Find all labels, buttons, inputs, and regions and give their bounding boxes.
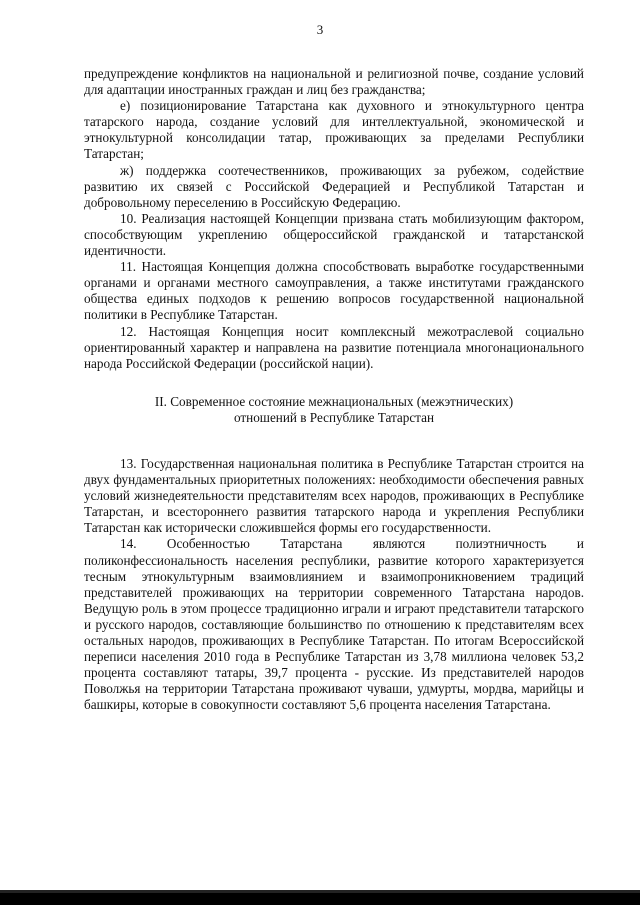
paragraph-item-zh: ж) поддержка соотечественников, проживающих за рубежом, содействие развитию их связей с Российской Федерацией и Республикой Татарстан и добровольному переселению в Российскую Федерацию.: [84, 162, 584, 210]
paragraph-11: 11. Настоящая Концепция должна способствовать выработке государственными органами и органами местного самоуправления, а также институтами гражданского общества единых подходов к решению вопросов государственной национальной политики в Республике Татарстан.: [84, 259, 584, 323]
page-number: 3: [316, 22, 324, 37]
paragraph-item-e: е) позиционирование Татарстана как духовного и этнокультурного центра татарского народа, создание условий для интеллектуальной, экономической и этнокультурной консолидации татар, проживающих за пределами Республики Татарстан;: [84, 98, 584, 162]
paragraph-14: 14. Особенностью Татарстана являются полиэтничность и поликонфессиональность населения республики, развитие которого характеризуется тесным этнокультурным взаимовлиянием и взаимопроникновением традиций представителей проживающих на территории современного Татарстана народов. Ведущую роль в этом процессе традиционно играли и играют представители татарского и русского народов, составляющие большинство по отношению к представителям всех остальных народов, проживающих в Республике Татарстан. По итогам Всероссийской переписи населения 2010 года в Республике Татарстан из 3,78 миллиона человек 53,2 процента составляют татары, 39,7 процента - русские. Из представителей народов Поволжья на территории Татарстана проживают чуваши, удмурты, мордва, марийцы и башкиры, которые в совокупности составляют 5,6 процента населения Татарстана.: [84, 536, 584, 713]
paragraph-continuation: предупреждение конфликтов на национальной и религиозной почве, создание условий для адаптации иностранных граждан и лиц без гражданства;: [84, 66, 584, 98]
scan-bottom-border: [0, 893, 640, 905]
paragraph-10: 10. Реализация настоящей Концепции призвана стать мобилизующим фактором, способствующим укреплению общероссийской гражданской и татарстанской идентичности.: [84, 210, 584, 259]
section-heading: II. Современное состояние межнациональных (межэтнических) отношений в Республике Татарстан: [154, 393, 514, 425]
paragraph-13: 13. Государственная национальная политика в Республике Татарстан строится на двух фундаментальных приоритетных положениях: необходимости обеспечения равных условий жизнедеятельности представителям всех народов, проживающих в Республике Татарстан, и всестороннего развития татарского народа и укрепления Республики Татарстан как исторически сложившейся формы его государственности.: [84, 455, 584, 536]
paragraph-12: 12. Настоящая Концепция носит комплексный межотраслевой социально ориентированный характер и направлена на развитие потенциала многонационального народа Российской Федерации (российской нации).: [84, 323, 584, 371]
document-body: [84, 66, 584, 713]
